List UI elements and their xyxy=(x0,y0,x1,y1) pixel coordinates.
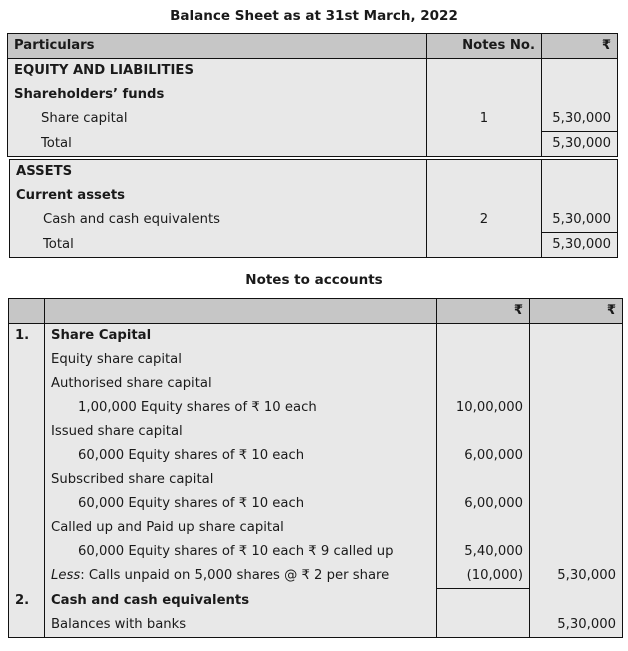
item-label: Cash and cash equivalents xyxy=(43,212,221,228)
row-amount-2: 5,30,000 xyxy=(530,613,623,638)
header-notes-no: Notes No. xyxy=(427,34,542,59)
table-row xyxy=(9,372,623,396)
notes-title: Notes to accounts xyxy=(245,272,383,288)
less-label xyxy=(45,564,437,589)
total-amount: 5,30,000 xyxy=(542,132,618,157)
row-amount-2 xyxy=(530,516,623,540)
balance-sheet-assets-table xyxy=(9,159,618,258)
row-label: Subscribed share capital xyxy=(45,468,437,492)
note-heading-row xyxy=(9,589,623,614)
total-amount: 5,30,000 xyxy=(542,233,618,258)
table-row xyxy=(9,468,623,492)
balance-sheet-equity-table xyxy=(7,33,618,157)
less-amount-1: (10,000) xyxy=(437,564,530,589)
header-particulars xyxy=(45,299,437,324)
row-label: Equity share capital xyxy=(45,348,437,372)
section-heading: ASSETS xyxy=(16,164,73,179)
note-number: 1. xyxy=(15,328,30,343)
less-prefix: Less xyxy=(51,568,81,584)
note-heading: Cash and cash equivalents xyxy=(45,589,437,614)
row-amount-1: 6,00,000 xyxy=(437,492,530,516)
table-row xyxy=(9,444,623,468)
section-heading-row xyxy=(10,160,618,185)
row-label: 60,000 Equity shares of ₹ 10 each ₹ 9 called up xyxy=(45,540,437,564)
row-amount-1 xyxy=(437,420,530,444)
notes-table xyxy=(8,298,623,638)
row-amount-1 xyxy=(437,372,530,396)
header-amount-2: ₹ xyxy=(530,299,623,324)
row-amount-2 xyxy=(530,420,623,444)
note-heading-row xyxy=(9,324,623,349)
table-header-row xyxy=(8,34,618,59)
item-amount: 5,30,000 xyxy=(542,107,618,132)
table-row xyxy=(9,396,623,420)
subsection-heading: Current assets xyxy=(16,188,125,203)
subsection-heading: Shareholders’ funds xyxy=(14,87,165,102)
row-amount-2 xyxy=(530,348,623,372)
total-row xyxy=(8,132,618,157)
header-no xyxy=(9,299,45,324)
row-label: Called up and Paid up share capital xyxy=(45,516,437,540)
balance-sheet-title: Balance Sheet as at 31st March, 2022 xyxy=(170,8,458,24)
table-row xyxy=(10,208,618,233)
row-label: Authorised share capital xyxy=(45,372,437,396)
less-amount-2: 5,30,000 xyxy=(530,564,623,589)
header-particulars: Particulars xyxy=(8,34,427,59)
row-amount-1 xyxy=(437,613,530,638)
row-amount-2 xyxy=(530,444,623,468)
table-row xyxy=(8,107,618,132)
section-heading: EQUITY AND LIABILITIES xyxy=(14,63,194,78)
total-row xyxy=(10,233,618,258)
row-label: 60,000 Equity shares of ₹ 10 each xyxy=(45,444,437,468)
item-note: 2 xyxy=(427,208,542,233)
table-row xyxy=(9,348,623,372)
less-text: : Calls unpaid on 5,000 shares @ ₹ 2 per share xyxy=(80,568,390,584)
row-label: 1,00,000 Equity shares of ₹ 10 each xyxy=(45,396,437,420)
row-amount-1 xyxy=(437,468,530,492)
total-label: Total xyxy=(41,135,72,151)
note-heading: Share Capital xyxy=(45,324,437,349)
item-note: 1 xyxy=(427,107,542,132)
row-label: Balances with banks xyxy=(45,613,437,638)
row-label: Issued share capital xyxy=(45,420,437,444)
table-row xyxy=(9,420,623,444)
subsection-heading-row xyxy=(8,83,618,107)
row-amount-2 xyxy=(530,372,623,396)
section-heading-row xyxy=(8,59,618,84)
header-amount: ₹ xyxy=(542,34,618,59)
note-number: 2. xyxy=(15,592,30,608)
item-label: Share capital xyxy=(41,111,128,127)
item-amount: 5,30,000 xyxy=(542,208,618,233)
table-row xyxy=(9,540,623,564)
row-amount-2 xyxy=(530,540,623,564)
table-row xyxy=(9,516,623,540)
row-amount-1: 10,00,000 xyxy=(437,396,530,420)
less-row xyxy=(9,564,623,589)
row-amount-1 xyxy=(437,516,530,540)
table-row xyxy=(9,613,623,638)
row-amount-2 xyxy=(530,492,623,516)
table-header-row xyxy=(9,299,623,324)
row-amount-2 xyxy=(530,468,623,492)
row-label: 60,000 Equity shares of ₹ 10 each xyxy=(45,492,437,516)
row-amount-1: 6,00,000 xyxy=(437,444,530,468)
header-amount-1: ₹ xyxy=(437,299,530,324)
subsection-heading-row xyxy=(10,184,618,208)
table-row xyxy=(9,492,623,516)
row-amount-1: 5,40,000 xyxy=(437,540,530,564)
total-label: Total xyxy=(43,236,74,252)
row-amount-1 xyxy=(437,348,530,372)
row-amount-2 xyxy=(530,396,623,420)
